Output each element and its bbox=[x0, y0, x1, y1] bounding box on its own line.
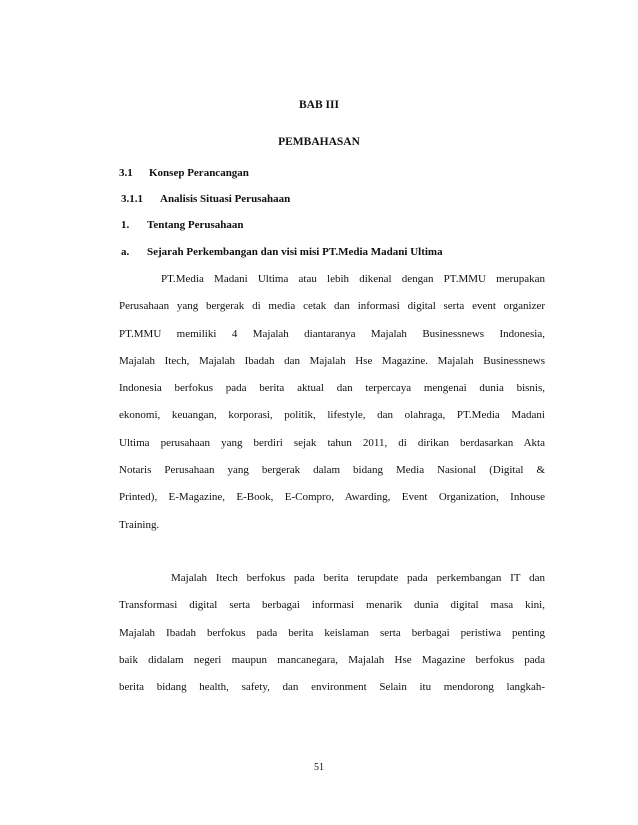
section-title: Analisis Situasi Perusahaan bbox=[160, 193, 291, 205]
paragraph-line: Ultima perusahaan yang berdiri sejak tahun 2011, di dirikan berdasarkan Akta bbox=[119, 436, 545, 449]
paragraph-line: Notaris Perusahaan yang bergerak dalam bidang Media Nasional (Digital & bbox=[119, 464, 545, 477]
paragraph-line: PT.MMU memiliki 4 Majalah diantaranya Majalah Businessnews Indonesia, bbox=[119, 327, 545, 340]
chapter-label: BAB III bbox=[299, 99, 339, 111]
chapter-title: PEMBAHASAN bbox=[278, 136, 360, 148]
paragraph-line: baik didalam negeri maupun mancanegara, Majalah Hse Magazine berfokus pada bbox=[119, 653, 545, 666]
paragraph-line: Majalah Itech berfokus pada berita terupdate pada perkembangan IT dan bbox=[171, 572, 545, 584]
paragraph-line: Perusahaan yang bergerak di media cetak dan informasi digital serta event organizer bbox=[119, 300, 545, 313]
section-heading-a bbox=[121, 246, 443, 258]
paragraph-line: Training. bbox=[119, 518, 160, 531]
paragraph-line: Transformasi digital serta berbagai informasi menarik dunia digital masa kini, bbox=[119, 599, 545, 612]
section-number: 3.1 bbox=[119, 167, 133, 179]
section-heading-1 bbox=[121, 219, 243, 231]
section-title: Sejarah Perkembangan dan visi misi PT.Media Madani Ultima bbox=[147, 246, 443, 258]
section-heading-3-1-1 bbox=[121, 193, 290, 205]
paragraph-1 bbox=[119, 266, 545, 539]
section-heading-3-1 bbox=[119, 167, 249, 179]
paragraph-line: PT.Media Madani Ultima atau lebih dikenal dengan PT.MMU merupakan bbox=[161, 273, 545, 285]
page-number: 51 bbox=[314, 762, 324, 773]
section-number: 1. bbox=[121, 219, 130, 231]
paragraph-line: berita bidang health, safety, dan environment Selain itu mendorong langkah- bbox=[119, 681, 545, 694]
section-number: a. bbox=[121, 246, 130, 258]
section-number: 3.1.1 bbox=[121, 193, 143, 205]
paragraph-line: Majalah Ibadah berfokus pada berita keislaman serta berbagai peristiwa penting bbox=[119, 626, 545, 639]
section-title: Tentang Perusahaan bbox=[147, 219, 244, 231]
paragraph-2 bbox=[119, 565, 545, 701]
paragraph-line: Majalah Itech, Majalah Ibadah dan Majalah Hse Magazine. Majalah Businessnews bbox=[119, 354, 545, 367]
paragraph-line: ekonomi, keuangan, korporasi, politik, lifestyle, dan olahraga, PT.Media Madani bbox=[119, 409, 545, 422]
paragraph-line: Indonesia berfokus pada berita aktual dan terpercaya mengenai dunia bisnis, bbox=[119, 382, 545, 395]
section-title: Konsep Perancangan bbox=[149, 167, 249, 179]
paragraph-line: Printed), E-Magazine, E-Book, E-Compro, Awarding, Event Organization, Inhouse bbox=[119, 491, 545, 504]
